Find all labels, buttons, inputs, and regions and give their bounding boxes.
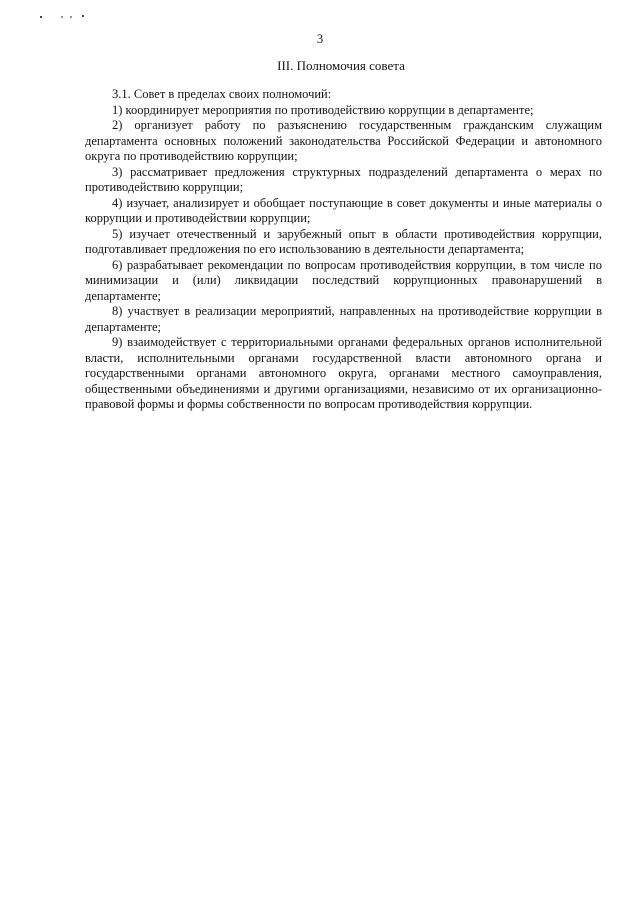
scan-corner-marks	[38, 12, 88, 20]
paragraph-item-6: 6) разрабатывает рекомендации по вопросам противодействия коррупции, в том числе по минимизации и (или) ликвидации последствий коррупционных правонарушений в департаменте;	[85, 257, 602, 303]
paragraph-item-3: 3) рассматривает предложения структурных подразделений департамента о мерах по противодействию коррупции;	[85, 164, 602, 194]
paragraph-item-2: 2) организует работу по разъяснению государственным гражданским служащим департамента основных положений законодательства Российской Федерации и автономного округа по противодействию коррупции;	[85, 118, 602, 163]
paragraph-item-4: 4) изучает, анализирует и обобщает поступающие в совет документы и иные материалы о коррупции и противодействии коррупции;	[85, 195, 602, 225]
paragraph-item-8: 8) участвует в реализации мероприятий, направленных на противодействие коррупции в департаменте;	[85, 304, 602, 334]
scan-speck	[61, 16, 63, 18]
scan-speck	[40, 16, 42, 18]
paragraph-item-9: 9) взаимодействует с территориальными органами федеральных органов исполнительной власти, исполнительными органами государственной власти автономного органа и государственными органами автономного округа, органами местного самоуправления, общественными объединениями и другими организациями, независимо от их организационно-правовой формы и формы собственности по вопросам противодействия коррупции.	[85, 335, 602, 411]
body-text	[85, 87, 602, 413]
paragraph-item-1: 1) координирует мероприятия по противодействию коррупции в департаменте;	[112, 102, 534, 117]
scan-speck	[82, 15, 84, 17]
scan-speck	[70, 16, 72, 18]
paragraph-item-5: 5) изучает отечественный и зарубежный опыт в области противодействия коррупции, подготавливает предложения по его использованию в деятельности департамента;	[85, 226, 602, 256]
paragraph-intro: 3.1. Совет в пределах своих полномочий:	[112, 87, 332, 101]
section-title: III. Полномочия совета	[277, 58, 405, 73]
page-number: 3	[316, 32, 324, 46]
